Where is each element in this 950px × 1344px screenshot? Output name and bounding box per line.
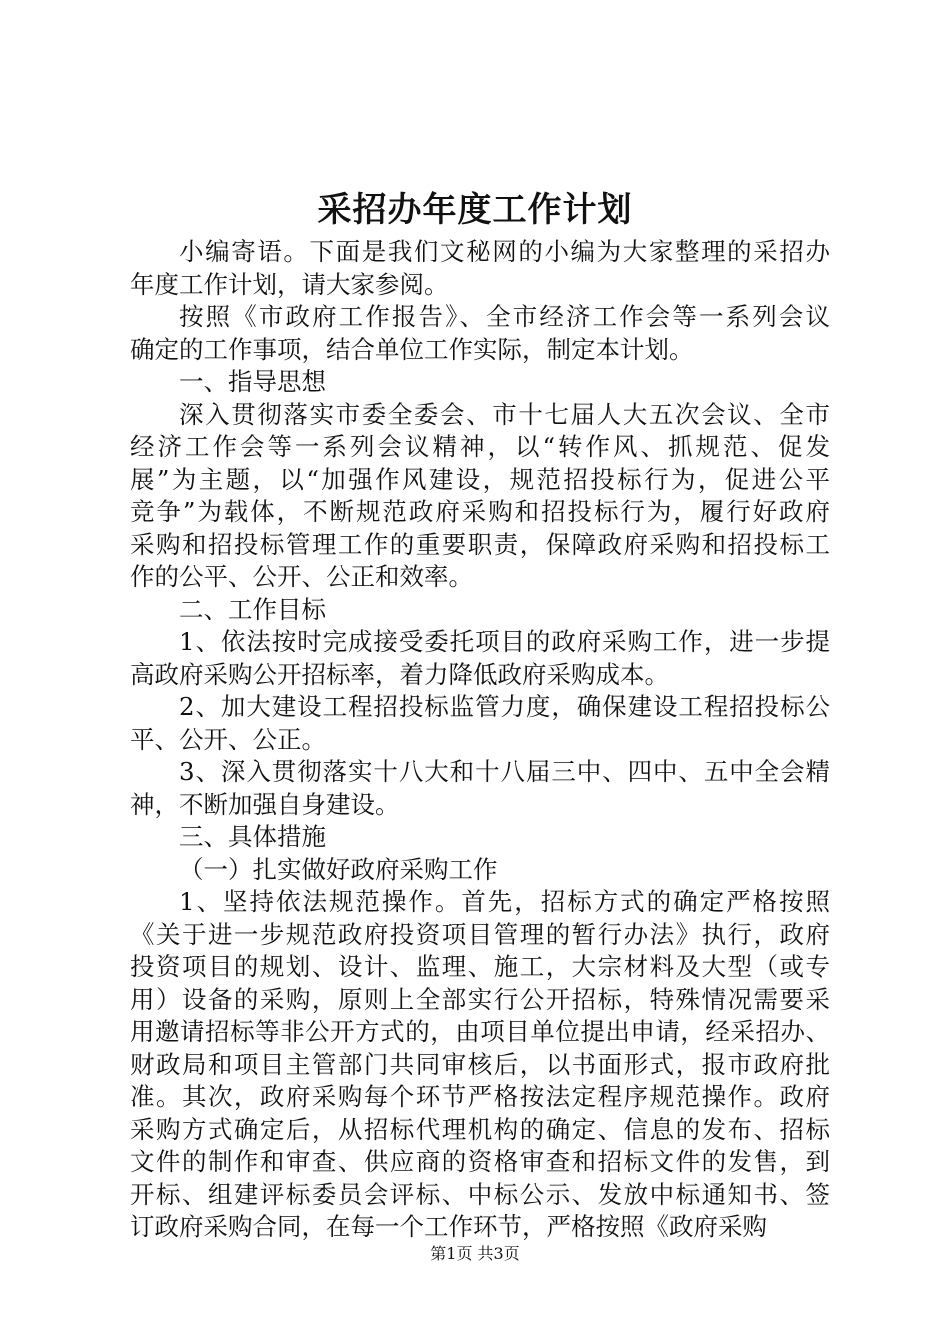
text-line: 订政府采购合同，在每一个工作环节，严格按照《政府采购 [130, 1212, 767, 1241]
text-line: 2、加大建设工程招投标监管力度，确保建设工程招投标公 [179, 692, 830, 721]
text-line: 三、具体措施 [179, 822, 326, 851]
text-line: 竞争”为载体，不断规范政府采购和招投标行为，履行好政府 [130, 497, 830, 526]
text-line: 1、依法按时完成接受委托项目的政府采购工作，进一步提 [179, 627, 830, 656]
text-line: 一、指导思想 [179, 367, 326, 396]
text-line: 《关于进一步规范政府投资项目管理的暂行办法》执行，政府 [130, 919, 830, 949]
paragraph [130, 691, 830, 756]
paragraph [130, 236, 830, 301]
paragraph [130, 756, 830, 821]
document-body [130, 236, 830, 1244]
paragraph [130, 854, 830, 887]
text-line: 经济工作会等一系列会议精神，以“转作风、抓规范、促发 [130, 432, 830, 461]
paragraph [130, 301, 830, 366]
text-line: 1、坚持依法规范操作。首先，招标方式的确定严格按照 [179, 887, 830, 916]
text-line: （一）扎实做好政府采购工作 [179, 854, 498, 884]
text-line: 平、公开、公正。 [130, 724, 326, 754]
paragraph [130, 399, 830, 594]
text-line: 作的公平、公开、公正和效率。 [130, 562, 473, 591]
paragraph [130, 366, 830, 399]
text-line: 神，不断加强自身建设。 [130, 789, 400, 819]
text-line: 小编寄语。下面是我们文秘网的小编为大家整理的采招办 [179, 237, 830, 266]
text-line: 文件的制作和审查、供应商的资格审查和招标文件的发售，到 [130, 1147, 830, 1176]
text-line: 3、深入贯彻落实十八大和十八届三中、四中、五中全会精 [179, 757, 830, 786]
text-line: 投资项目的规划、设计、监理、施工，大宗材料及大型（或专 [130, 952, 830, 981]
text-line: 高政府采购公开招标率，着力降低政府采购成本。 [130, 659, 669, 689]
text-line: 按照《市政府工作报告》、全市经济工作会等一系列会议 [179, 302, 830, 331]
text-line: 深入贯彻落实市委全委会、市十七届人大五次会议、全市 [179, 399, 830, 429]
text-line: 年度工作计划，请大家参阅。 [130, 269, 449, 299]
text-line: 开标、组建评标委员会评标、中标公示、发放中标通知书、签 [130, 1179, 830, 1209]
text-line: 二、工作目标 [179, 594, 326, 624]
paragraph [130, 821, 830, 854]
paragraph [130, 886, 830, 1244]
text-line: 用）设备的采购，原则上全部实行公开招标，特殊情况需要采 [130, 984, 830, 1014]
text-line: 展”为主题，以“加强作风建设，规范招投标行为，促进公平 [130, 464, 830, 494]
text-line: 采购方式确定后，从招标代理机构的确定、信息的发布、招标 [130, 1114, 830, 1144]
text-line: 财政局和项目主管部门共同审核后，以书面形式，报市政府批 [130, 1049, 830, 1079]
text-line: 用邀请招标等非公开方式的，由项目单位提出申请，经采招办、 [130, 1017, 830, 1046]
paragraph [130, 626, 830, 691]
text-line: 准。其次，政府采购每个环节严格按法定程序规范操作。政府 [130, 1082, 830, 1111]
text-line: 确定的工作事项，结合单位工作实际，制定本计划。 [130, 334, 694, 364]
text-line: 采购和招投标管理工作的重要职责，保障政府采购和招投标工 [130, 529, 830, 559]
paragraph [130, 594, 830, 627]
page-number-footer: 第1页 共3页 [430, 1244, 520, 1263]
document-title: 采招办年度工作计划 [317, 190, 633, 230]
